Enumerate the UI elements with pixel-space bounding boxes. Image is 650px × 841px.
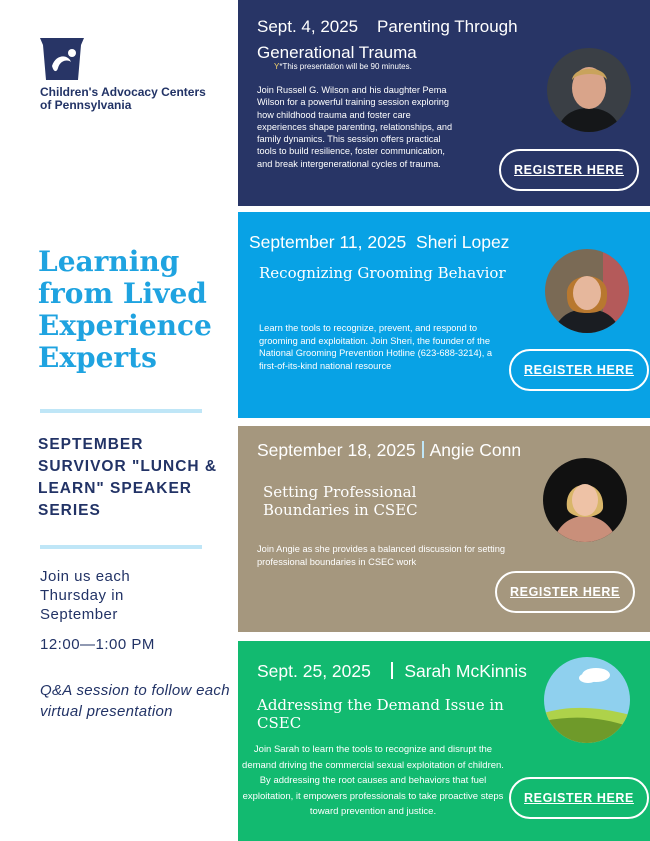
event-subtitle: Addressing the Demand Issue in CSEC bbox=[257, 696, 504, 732]
event-description: Join Sarah to learn the tools to recognize and disrupt the demand driving the commercial sexual exploitation of children. By addressing the root causes and behaviors that fuel exploitation, it empowers professionals to take proactive steps toward prevention and justice. bbox=[242, 744, 504, 817]
event-description: Learn the tools to recognize, prevent, and respond to grooming and exploitation. Join Sheri, the founder of the National Grooming Prevention Hotline (623-688-3214), a first-of-its-kind national resource bbox=[259, 323, 493, 371]
duration-note: Y*This presentation will be 90 minutes. bbox=[274, 62, 412, 71]
event-card-sept-25 bbox=[238, 641, 650, 841]
event-card-sept-4 bbox=[238, 0, 650, 206]
speaker-photo bbox=[543, 458, 627, 542]
register-button[interactable]: REGISTER HERE bbox=[499, 149, 639, 191]
event-speaker: Sheri Lopez bbox=[416, 232, 510, 252]
event-card-sept-18 bbox=[238, 426, 650, 632]
event-description: Join Russell G. Wilson and his daughter Pema Wilson for a powerful training session exploring how childhood trauma and foster care experiences shape parenting, relationships, and family dynamics. This session offers practical tools to build resilience, foster communication, and break intergenerational cycles of trauma. bbox=[257, 85, 453, 169]
speaker-photo bbox=[545, 249, 629, 333]
event-date: Sept. 4, 2025 bbox=[257, 17, 359, 36]
divider bbox=[40, 545, 202, 549]
event-date: September 11, 2025 bbox=[249, 232, 407, 252]
qa-note: Q&A session to follow each virtual presentation bbox=[40, 682, 230, 720]
event-speaker: Angie Conn bbox=[429, 440, 522, 460]
keystone-logo-icon bbox=[38, 36, 86, 82]
speaker-photo bbox=[547, 48, 631, 132]
separator bbox=[422, 441, 424, 458]
org-name: Children's Advocacy Centers of Pennsylvania bbox=[40, 85, 206, 112]
time-text: 12:00—1:00 PM bbox=[40, 636, 155, 653]
series-title: SEPTEMBER SURVIVOR "LUNCH & LEARN" SPEAKER SERIES bbox=[38, 436, 218, 519]
landscape-image bbox=[544, 657, 630, 743]
event-heading bbox=[257, 439, 617, 461]
event-subtitle: Recognizing Grooming Behavior bbox=[259, 264, 506, 282]
event-heading bbox=[257, 660, 587, 682]
register-button[interactable]: REGISTER HERE bbox=[509, 777, 649, 819]
schedule-text: Join us each Thursday in September bbox=[40, 568, 131, 623]
event-card-sept-11 bbox=[238, 212, 650, 418]
event-subtitle: Setting Professional Boundaries in CSEC bbox=[263, 483, 418, 519]
event-title: Parenting Through Generational Trauma bbox=[257, 17, 518, 62]
register-button[interactable]: REGISTER HERE bbox=[509, 349, 649, 391]
event-date: Sept. 25, 2025 bbox=[257, 661, 371, 681]
event-heading bbox=[257, 14, 557, 66]
event-date: September 18, 2025 bbox=[257, 440, 416, 460]
register-button[interactable]: REGISTER HERE bbox=[495, 571, 635, 613]
separator bbox=[391, 662, 393, 679]
event-description: Join Angie as she provides a balanced discussion for setting professional boundaries in CSEC work bbox=[257, 544, 506, 567]
left-column bbox=[0, 0, 238, 841]
event-heading bbox=[249, 231, 589, 253]
page-headline: Learning from Lived Experience Experts bbox=[38, 245, 212, 374]
divider bbox=[40, 409, 202, 413]
event-speaker: Sarah McKinnis bbox=[404, 661, 527, 681]
